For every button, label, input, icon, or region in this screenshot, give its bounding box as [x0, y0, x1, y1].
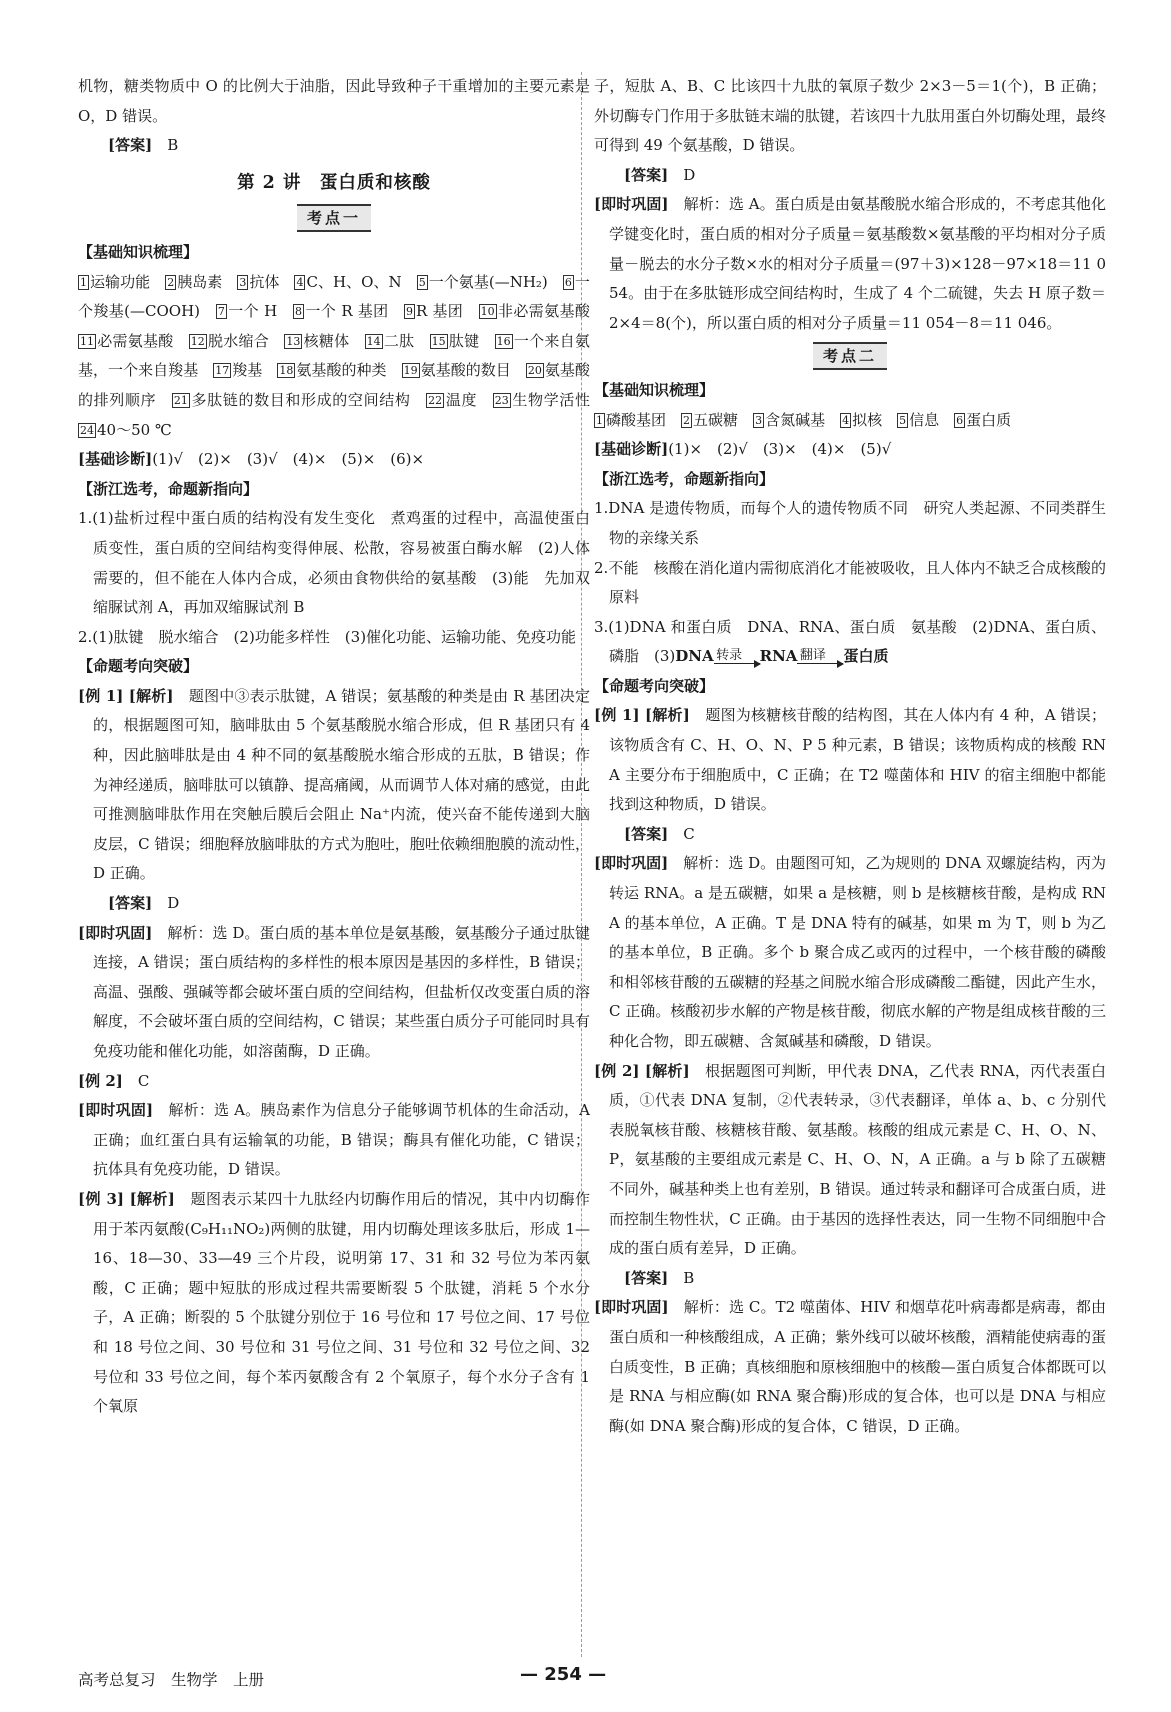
- item-number-box: 14: [366, 334, 381, 348]
- item-text: 氨基酸的数目: [420, 361, 511, 380]
- jichu-item: [479, 302, 590, 320]
- item-text: 抗体: [249, 272, 280, 291]
- jichu-item: [78, 421, 172, 439]
- jichu-item: [404, 302, 463, 320]
- example-2: [例 2] C: [78, 1071, 150, 1090]
- jichu-item: [493, 391, 590, 409]
- jichu-item: [402, 361, 511, 379]
- item-text: 一个羧基(—COOH): [78, 272, 590, 321]
- zhenduan-line: [基础诊断](1)× (2)√ (3)× (4)× (5)√: [594, 440, 892, 459]
- example-1: [例 1] [解析] 题图为核糖核苷酸的结构图，其在人体内有 4 种，A 错误；该物质含有 C、H、O、N、P 5 种元素，B 错误；该物质构成的核酸 RNA 主要分布于细胞质中，C 正确；在 T2 噬菌体和 HIV 的宿主细胞中都能找到这种物质，D 错误。: [594, 706, 1106, 814]
- item-number-box: 2: [683, 413, 691, 427]
- item-text: 拟核: [852, 410, 883, 429]
- jichu-item: [681, 411, 738, 429]
- item-number-box: 1: [596, 413, 603, 427]
- item-number-box: 5: [418, 275, 426, 289]
- example-2: [例 2] [解析] 根据题图可判断，甲代表 DNA，乙代表 RNA，丙代表蛋白质，①代表 DNA 复制，②代表转录，③代表翻译，单体 a、b、c 分别代表脱氧核苷酸、核糖核苷酸、氨基酸。核酸的组成元素是 C、H、O、N、P，氨基酸的主要组成元素是 C、H、O、N，A 正确。a 与 b 除了五碳糖不同外，碱基种类上也有差别，B 错误。通过转录和翻译可合成蛋白质，进而控制生物性状，C 正确。由于基因的选择性表达，同一生物不同细胞中合成的蛋白质有差异，D 正确。: [594, 1061, 1106, 1258]
- item-text: 温度: [445, 390, 478, 409]
- item-text: 胰岛素: [177, 272, 223, 291]
- item-number-box: 10: [480, 305, 495, 319]
- jichu-item: [213, 361, 262, 379]
- section-jichu: 【基础知识梳理】: [78, 242, 199, 261]
- item-text: 生物学活性: [511, 390, 590, 409]
- zhejiang-item-3: 3.(1)DNA 和蛋白质 DNA、RNA、蛋白质 氨基酸 (2)DNA、蛋白质、磷脂 (3)DNA 转录 RNA 翻译 蛋白质: [594, 617, 1106, 666]
- jichu-item: [954, 411, 1011, 429]
- item-text: C、H、O、N: [306, 272, 402, 291]
- item-number-box: 17: [215, 364, 230, 378]
- section-mingti: 【命题考向突破】: [594, 676, 715, 695]
- right-column: [594, 72, 1106, 1441]
- item-text: 一个来自氨基，一个来自羧基: [78, 331, 590, 380]
- consolidation-1: [即时巩固] 解析：选 D。由题图可知，乙为规则的 DNA 双螺旋结构，丙为转运 RNA。a 是五碳糖，如果 a 是核糖，则 b 是核糖核苷酸，是构成 RNA 的基本单位，A 正确。T 是 DNA 特有的碱基，如果 m 为 T，则 b 为乙的基本单位，B 正确。多个 b 聚合成乙或丙的过程中，一个核苷酸的磷酸和相邻核苷酸的五碳糖的羟基之间脱水缩合形成磷酸二酯键，因此产生水，C 正确。核酸初步水解的产物是核苷酸，彻底水解的产物是组成核苷酸的三种化合物，即五碳糖、含氮碱基和磷酸，D 错误。: [594, 854, 1106, 1050]
- item-number-box: 2: [167, 275, 175, 289]
- jichu-item: [78, 332, 174, 350]
- jichu-item: [172, 391, 411, 409]
- example-1: [例 1] [解析] 题图中③表示肽键，A 错误；氨基酸的种类是由 R 基团决定的，根据题图可知，脑啡肽由 5 个氨基酸脱水缩合形成，但 R 基团只有 4 种，因此脑啡肽是由 4 种不同的氨基酸脱水缩合形成的五肽，B 错误；作为神经递质，脑啡肽可以镇静、提高痛阈，从而调节人体对痛的感觉，由此可推测脑啡肽作用在突触后膜后会阻止 Na⁺内流，使兴奋不能传递到大脑皮层，C 错误；细胞释放脑啡肽的方式为胞吐，胞吐依赖细胞膜的流动性，D 正确。: [78, 686, 590, 883]
- item-text: 一个 H: [227, 302, 278, 321]
- item-number-box: 13: [286, 334, 301, 348]
- kaodian-2-badge: 考点二: [594, 342, 1106, 372]
- example-1-answer: [答案] D: [108, 894, 180, 913]
- item-text: 氨基酸的排列顺序: [78, 361, 590, 409]
- item-number-box: 5: [899, 413, 907, 427]
- jichu-item: [277, 361, 386, 379]
- item-text: 40～50 ℃: [97, 420, 172, 439]
- jichu-item: [237, 273, 279, 291]
- item-text: 含氮碱基: [765, 410, 826, 429]
- example-1-answer: [答案] C: [624, 824, 695, 843]
- item-number-box: 16: [496, 334, 511, 348]
- item-number-box: 9: [405, 305, 413, 319]
- item-text: 蛋白质: [966, 410, 1012, 429]
- item-number-box: 4: [296, 275, 304, 289]
- answer-line: [78, 131, 590, 161]
- item-number-box: 15: [431, 334, 446, 348]
- jichu-item: [594, 411, 666, 429]
- example-2-answer: [答案] B: [624, 1268, 695, 1287]
- item-number-box: 7: [217, 305, 225, 319]
- item-number-box: 3: [755, 413, 763, 427]
- arrow-transcription: 转录: [714, 649, 760, 664]
- left-column: [78, 72, 590, 1422]
- zhejiang-item-1: 1.(1)盐析过程中蛋白质的结构没有发生变化 煮鸡蛋的过程中，高温使蛋白质变性，蛋白质的空间结构变得伸展、松散，容易被蛋白酶水解 (2)人体需要的，但不能在人体内合成，必须由食物供给的氨基酸 (3)能 先加双缩脲试剂 A，再加双缩脲试剂 B: [78, 509, 590, 617]
- jichu-item: [284, 332, 349, 350]
- item-number-box: 6: [956, 413, 964, 427]
- consolidation-2: [即时巩固] 解析：选 C。T2 噬菌体、HIV 和烟草花叶病毒都是病毒，都由蛋白质和一种核酸组成，A 正确；紫外线可以破坏核酸，酒精能使病毒的蛋白质变性，B 正确；真核细胞和原核细胞中的核酸—蛋白质复合体都既可以是 RNA 与相应酶(如 RNA 聚合酶)形成的复合体，也可以是 DNA 与相应酶(如 DNA 聚合酶)形成的复合体，C 错误，D 正确。: [594, 1298, 1106, 1435]
- example-3-answer: [答案] D: [624, 165, 696, 184]
- section-mingti: 【命题考向突破】: [78, 657, 199, 676]
- jichu-item: [897, 411, 939, 429]
- kaodian-1-badge: 考点一: [78, 204, 590, 234]
- item-text: 多肽链的数目和形成的空间结构: [190, 390, 411, 409]
- jichu-item: [165, 273, 222, 291]
- item-number-box: 4: [842, 413, 850, 427]
- item-text: 运输功能: [90, 272, 151, 291]
- item-text: 羧基: [232, 361, 263, 380]
- zhejiang-item-1: 1.DNA 是遗传物质，而每个人的遗传物质不同 研究人类起源、不同类群生物的亲缘关系: [594, 499, 1106, 547]
- item-number-box: 11: [80, 334, 94, 348]
- item-number-box: 1: [80, 275, 87, 289]
- jichu-items: [78, 268, 590, 446]
- answer-tag: [答案]: [108, 136, 153, 155]
- item-text: 非必需氨基酸: [497, 302, 590, 321]
- jichu-item: [189, 332, 269, 350]
- jichu-item: [78, 273, 150, 291]
- item-text: 磷酸基团: [606, 410, 667, 429]
- item-number-box: 3: [239, 275, 247, 289]
- page-number: — 254 —: [520, 1664, 607, 1685]
- item-text: 二肽: [383, 331, 415, 350]
- item-text: 核糖体: [303, 331, 350, 350]
- example-3: [例 3] [解析] 题图表示某四十九肽经内切酶作用后的情况，其中内切酶作用于苯丙氨酸(C₉H₁₁NO₂)两侧的肽键，用内切酶处理该多肽后，形成 1—16、18—30、33—49 三个片段，说明第 17、31 和 32 号位为苯丙氨酸，C 正确；题中短肽的形成过程共需要断裂 5 个肽键，消耗 5 个水分子，A 正确；断裂的 5 个肽键分别位于 16 号位和 17 号位之间、17 号位和 18 号位之间、30 号位和 31 号位之间、31 号位和 32 号位之间、32 号位和 33 号位之间，每个苯丙氨酸含有 2 个氧原子，每个水分子含有 1 个氧原: [78, 1189, 590, 1416]
- chapter-title: 第 2 讲 蛋白质和核酸: [237, 172, 431, 193]
- jichu-item: [426, 391, 477, 409]
- continued-text: 子，短肽 A、B、C 比该四十九肽的氧原子数少 2×3－5＝1(个)，B 正确；外切酶专门作用于多肽链末端的肽键，若该四十九肽用蛋白外切酶处理，最终可得到 49 个氨基酸，D 错误。: [594, 77, 1106, 155]
- item-number-box: 24: [80, 423, 94, 437]
- flow-rna: RNA: [759, 647, 798, 666]
- item-number-box: 23: [494, 393, 509, 407]
- jichu-item: [430, 332, 480, 350]
- item-text: 氨基酸的种类: [296, 361, 387, 380]
- book-footer: 高考总复习 生物学 上册: [78, 1671, 265, 1689]
- item-text: 一个氨基(—NH₂): [428, 272, 548, 291]
- jichu-item: [216, 302, 277, 320]
- item-text: 脱水缩合: [207, 331, 270, 350]
- jichu-item: [840, 411, 882, 429]
- item-number-box: 8: [295, 305, 303, 319]
- consolidation-3: [即时巩固] 解析：选 A。蛋白质是由氨基酸脱水缩合形成的，不考虑其他化学键变化时，蛋白质的相对分子质量＝氨基酸数×氨基酸的平均相对分子质量－脱去的水分子数×水的相对分子质量＝(97＋3)×128－97×18＝11 054。由于在多肽链形成空间结构时，生成了 4 个二硫键，失去 H 原子数＝2×4＝8(个)，所以蛋白质的相对分子质量＝11 054－8＝11 046。: [594, 195, 1106, 332]
- continued-text: 机物，糖类物质中 O 的比例大于油脂，因此导致种子干重增加的主要元素是 O，D 错误。: [78, 77, 590, 125]
- item-text: 信息: [909, 410, 940, 429]
- item-text: 五碳糖: [693, 410, 739, 429]
- flow-protein: 蛋白质: [843, 647, 889, 666]
- jichu-items: [594, 406, 1106, 436]
- item-number-box: 12: [190, 334, 205, 348]
- item-text: 肽键: [448, 331, 480, 350]
- zhejiang-item-2: 2.(1)肽键 脱水缩合 (2)功能多样性 (3)催化功能、运输功能、免疫功能: [78, 627, 577, 646]
- consolidation-2: [即时巩固] 解析：选 A。胰岛素作为信息分子能够调节机体的生命活动，A 正确；血红蛋白具有运输氧的功能，B 错误；酶具有催化功能，C 错误；抗体具有免疫功能，D 错误。: [78, 1101, 590, 1179]
- item-number-box: 22: [428, 393, 443, 407]
- zhenduan-line: [78, 445, 590, 475]
- flow-dna: DNA: [675, 647, 714, 666]
- jichu-item: [294, 273, 401, 291]
- answer-value: B: [167, 136, 179, 155]
- jichu-item: [293, 302, 389, 320]
- jichu-item: [365, 332, 415, 350]
- item-number-box: 21: [173, 393, 188, 407]
- consolidation-1: [即时巩固] 解析：选 D。蛋白质的基本单位是氨基酸，氨基酸分子通过肽键连接，A 错误；蛋白质结构的多样性的根本原因是基因的多样性，B 错误；高温、强酸、强碱等都会破坏蛋白质的空间结构，但盐析仅改变蛋白质的溶解度，不会破坏蛋白质的空间结构，C 错误；某些蛋白质分子可能同时具有免疫功能和催化功能，如溶菌酶，D 正确。: [78, 923, 590, 1060]
- zhenduan-answers: (1)√ (2)× (3)√ (4)× (5)× (6)×: [152, 450, 425, 469]
- jichu-item: [753, 411, 825, 429]
- item-number-box: 18: [279, 364, 294, 378]
- arrow-translation: 翻译: [797, 649, 843, 664]
- item-number-box: 20: [527, 364, 542, 378]
- item-text: R 基团: [415, 302, 464, 321]
- zhejiang-item-2: 2.不能 核酸在消化道内需彻底消化才能被吸收，且人体内不缺乏合成核酸的原料: [594, 558, 1106, 607]
- zhenduan-tag: [基础诊断]: [78, 450, 153, 469]
- item-number-box: 19: [403, 364, 418, 378]
- item-text: 一个 R 基团: [305, 302, 389, 321]
- section-zhejiang: 【浙江选考，命题新指向】: [78, 479, 259, 498]
- item-text: 必需氨基酸: [97, 331, 174, 350]
- jichu-item: [417, 273, 548, 291]
- section-jichu: 【基础知识梳理】: [594, 380, 715, 399]
- section-zhejiang: 【浙江选考，命题新指向】: [594, 469, 775, 488]
- item-number-box: 6: [564, 275, 572, 289]
